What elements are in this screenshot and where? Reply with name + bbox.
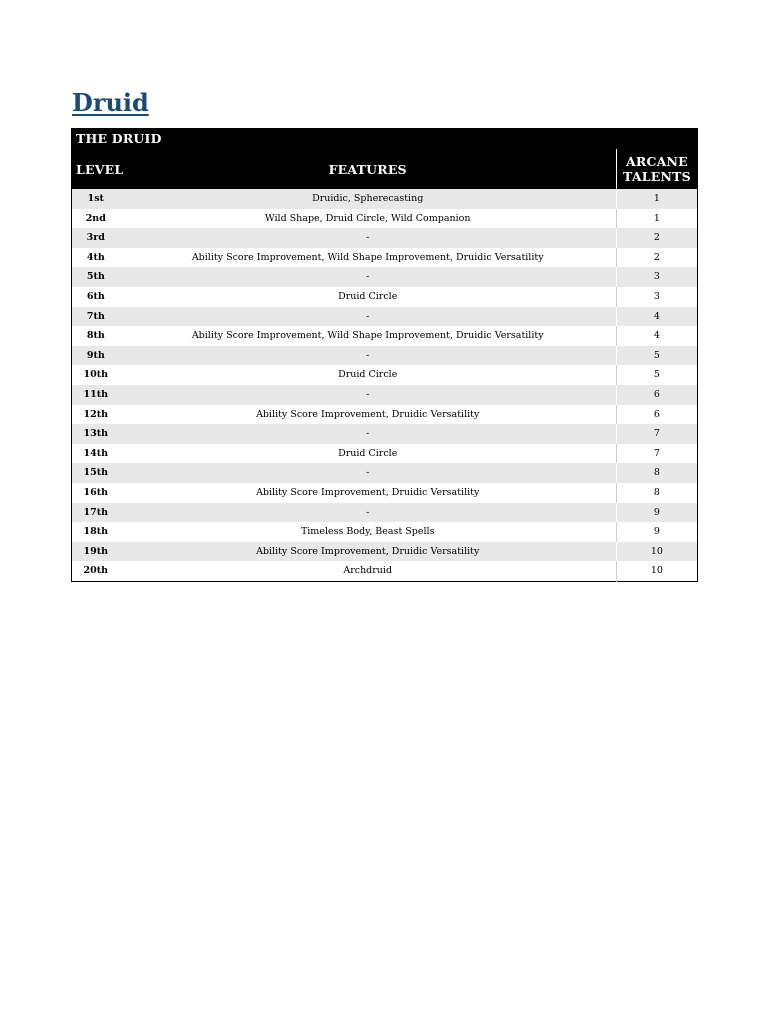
- column-header-level: LEVEL: [72, 149, 120, 189]
- level-cell: 9th: [72, 346, 120, 366]
- arcane-talents-cell: 4: [616, 307, 697, 327]
- table-row: [72, 209, 698, 229]
- features-cell: Druid Circle: [120, 444, 617, 464]
- arcane-talents-cell: 2: [616, 248, 697, 268]
- table-row: [72, 385, 698, 405]
- arcane-talents-cell: 7: [616, 444, 697, 464]
- features-cell: Ability Score Improvement, Druidic Versatility: [120, 483, 617, 503]
- table-row: [72, 405, 698, 425]
- arcane-talents-cell: 10: [616, 542, 697, 562]
- features-cell: -: [120, 267, 617, 287]
- table-row: [72, 267, 698, 287]
- arcane-talents-cell: 8: [616, 483, 697, 503]
- arcane-talents-cell: 5: [616, 365, 697, 385]
- level-cell: 10th: [72, 365, 120, 385]
- table-body: [72, 189, 698, 581]
- level-cell: 17th: [72, 503, 120, 523]
- features-cell: -: [120, 228, 617, 248]
- features-cell: Ability Score Improvement, Wild Shape Improvement, Druidic Versatility: [120, 248, 617, 268]
- arcane-talents-cell: 3: [616, 287, 697, 307]
- features-cell: -: [120, 424, 617, 444]
- table-row: [72, 522, 698, 542]
- table-row: [72, 561, 698, 581]
- table-row: [72, 326, 698, 346]
- features-cell: Timeless Body, Beast Spells: [120, 522, 617, 542]
- features-cell: Druid Circle: [120, 365, 617, 385]
- table-row: [72, 365, 698, 385]
- features-cell: Druid Circle: [120, 287, 617, 307]
- level-cell: 1st: [72, 189, 120, 209]
- table-row: [72, 248, 698, 268]
- column-header-features: FEATURES: [120, 149, 617, 189]
- arcane-talents-cell: 10: [616, 561, 697, 581]
- features-cell: Ability Score Improvement, Wild Shape Improvement, Druidic Versatility: [120, 326, 617, 346]
- features-cell: Archdruid: [120, 561, 617, 581]
- level-cell: 15th: [72, 463, 120, 483]
- table-caption: THE DRUID: [72, 128, 698, 149]
- level-cell: 18th: [72, 522, 120, 542]
- level-cell: 11th: [72, 385, 120, 405]
- level-cell: 14th: [72, 444, 120, 464]
- level-cell: 2nd: [72, 209, 120, 229]
- features-cell: -: [120, 503, 617, 523]
- column-header-talents-line1: ARCANE: [625, 154, 688, 169]
- page-title[interactable]: Druid: [72, 88, 149, 117]
- table-row: [72, 542, 698, 562]
- table-row: [72, 424, 698, 444]
- table-row: [72, 189, 698, 209]
- level-cell: 20th: [72, 561, 120, 581]
- table-row: [72, 346, 698, 366]
- level-cell: 12th: [72, 405, 120, 425]
- features-cell: Ability Score Improvement, Druidic Versatility: [120, 405, 617, 425]
- arcane-talents-cell: 6: [616, 385, 697, 405]
- arcane-talents-cell: 9: [616, 503, 697, 523]
- table-row: [72, 444, 698, 464]
- table-row: [72, 307, 698, 327]
- features-cell: -: [120, 307, 617, 327]
- table-header-row: [72, 149, 698, 189]
- arcane-talents-cell: 9: [616, 522, 697, 542]
- arcane-talents-cell: 7: [616, 424, 697, 444]
- arcane-talents-cell: 5: [616, 346, 697, 366]
- column-header-arcane-talents: [616, 149, 697, 189]
- level-cell: 16th: [72, 483, 120, 503]
- level-cell: 13th: [72, 424, 120, 444]
- table-caption-row: [72, 128, 698, 149]
- arcane-talents-cell: 6: [616, 405, 697, 425]
- level-cell: 3rd: [72, 228, 120, 248]
- level-cell: 4th: [72, 248, 120, 268]
- druid-class-table: [71, 128, 698, 582]
- arcane-talents-cell: 3: [616, 267, 697, 287]
- features-cell: Wild Shape, Druid Circle, Wild Companion: [120, 209, 617, 229]
- table-row: [72, 287, 698, 307]
- table-row: [72, 463, 698, 483]
- level-cell: 19th: [72, 542, 120, 562]
- level-cell: 5th: [72, 267, 120, 287]
- table-row: [72, 228, 698, 248]
- arcane-talents-cell: 4: [616, 326, 697, 346]
- features-cell: -: [120, 385, 617, 405]
- level-cell: 7th: [72, 307, 120, 327]
- arcane-talents-cell: 1: [616, 209, 697, 229]
- table-row: [72, 483, 698, 503]
- features-cell: -: [120, 463, 617, 483]
- column-header-talents-line2: TALENTS: [623, 169, 691, 184]
- arcane-talents-cell: 2: [616, 228, 697, 248]
- features-cell: -: [120, 346, 617, 366]
- features-cell: Ability Score Improvement, Druidic Versatility: [120, 542, 617, 562]
- arcane-talents-cell: 1: [616, 189, 697, 209]
- level-cell: 6th: [72, 287, 120, 307]
- table-row: [72, 503, 698, 523]
- level-cell: 8th: [72, 326, 120, 346]
- features-cell: Druidic, Spherecasting: [120, 189, 617, 209]
- arcane-talents-cell: 8: [616, 463, 697, 483]
